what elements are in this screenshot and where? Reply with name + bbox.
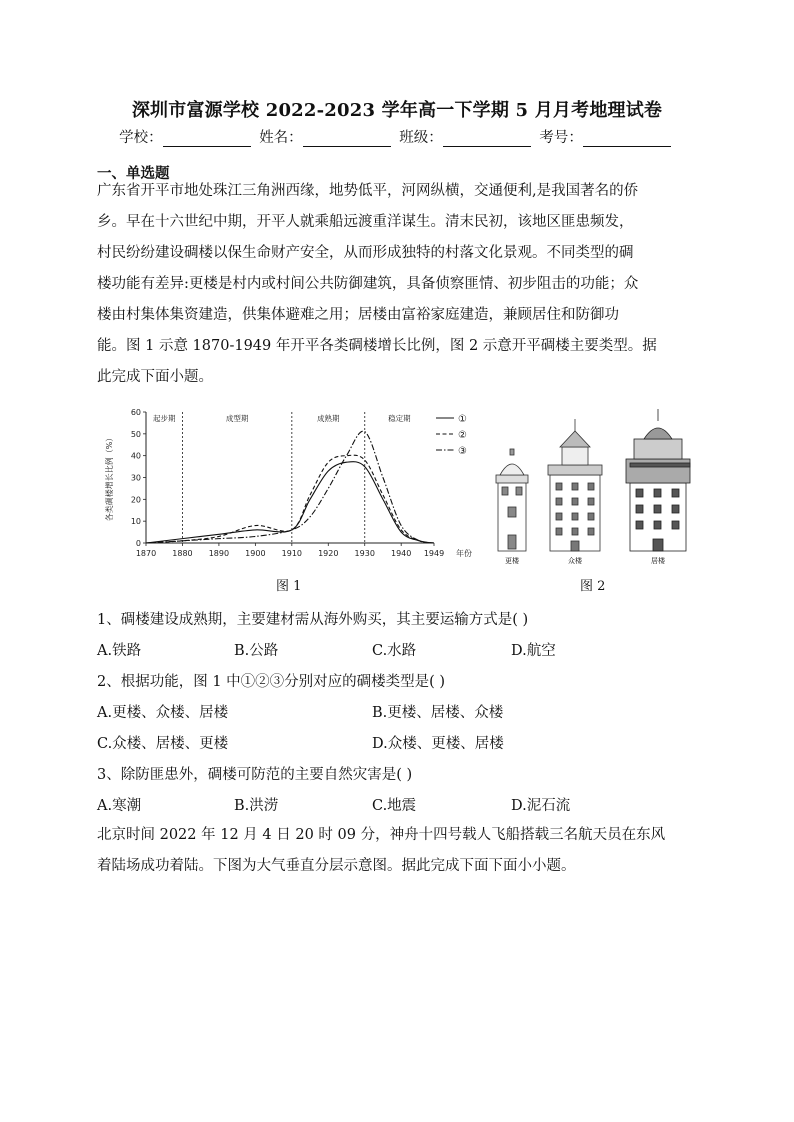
y-axis-label: 各类碉楼增长比例（%） [105, 433, 114, 522]
figure-1-caption: 图 1 [276, 579, 302, 594]
name-label: 姓名： [259, 130, 303, 146]
geng-lou-tower [496, 449, 528, 551]
figure-2-caption: 图 2 [580, 579, 606, 594]
x-axis-label: 年份 [456, 549, 472, 558]
question-2: 2、根据功能，图 1 中①②③分别对应的碉楼类型是( ) [97, 674, 446, 690]
x-tick-label: 1949 [423, 549, 445, 558]
period-label: 稳定期 [388, 414, 411, 423]
period-label: 成熟期 [317, 414, 340, 423]
question-3: 3、除防匪患外，碉楼可防范的主要自然灾害是( ) [97, 767, 413, 783]
x-tick-label: 1920 [318, 549, 339, 558]
intro-line: 能。图 1 示意 1870-1949 年开平各类碉楼增长比例，图 2 示意开平碉楼主要类型。据 [97, 338, 657, 354]
q2-option-a[interactable]: A.更楼、众楼、居楼 [97, 705, 229, 721]
number-label: 考号： [539, 130, 583, 146]
y-tick-label: 30 [130, 473, 141, 483]
y-tick-label: 50 [130, 429, 141, 439]
x-tick-label: 1910 [281, 549, 303, 558]
q2-option-d[interactable]: D.众楼、更楼、居楼 [372, 736, 504, 752]
x-tick-label: 1900 [245, 549, 266, 558]
intro-line: 广东省开平市地处珠江三角洲西缘，地势低平，河网纵横，交通便利,是我国著名的侨 [97, 183, 639, 199]
q1-option-b[interactable]: B.公路 [234, 643, 279, 659]
zhong-lou-tower [548, 419, 602, 551]
q3-option-a[interactable]: A.寒潮 [97, 798, 142, 814]
zhong-lou-label: 众楼 [568, 557, 582, 565]
y-tick-label: 60 [130, 408, 141, 417]
intro-line: 楼由村集体集资建造，供集体避难之用；居楼由富裕家庭建造，兼顾居住和防御功 [97, 307, 619, 323]
question-1: 1、碉楼建设成熟期，主要建材需从海外购买，其主要运输方式是( ) [97, 612, 529, 628]
period-label: 起步期 [152, 414, 176, 423]
intro2-line: 北京时间 2022 年 12 月 4 日 20 时 09 分，神舟十四号载人飞船搭载三名航天员在东风 [97, 827, 666, 843]
intro-line: 楼功能有差异:更楼是村内或村间公共防御建筑，具备侦察匪情、初步阻击的功能；众 [97, 276, 639, 292]
student-info-line [0, 126, 794, 147]
exam-title: 深圳市富源学校 2022-2023 学年高一下学期 5 月月考地理试卷 [131, 100, 663, 121]
geng-lou-label: 更楼 [505, 557, 519, 565]
y-tick-label: 20 [130, 495, 141, 505]
q2-option-c[interactable]: C.众楼、居楼、更楼 [97, 736, 229, 752]
q3-option-c[interactable]: C.地震 [372, 798, 417, 814]
intro-paragraph-2 [97, 820, 697, 882]
intro-paragraph-1 [97, 176, 697, 393]
legend-label-1: ① [458, 414, 467, 425]
section-heading: 一、单选题 [97, 165, 170, 182]
q1-option-c[interactable]: C.水路 [372, 643, 417, 659]
y-tick-label: 40 [130, 451, 141, 461]
legend-label-2: ② [458, 430, 467, 441]
ju-lou-label: 居楼 [651, 557, 665, 565]
school-label: 学校： [119, 130, 163, 146]
legend-label-3: ③ [458, 446, 467, 457]
q2-option-b[interactable]: B.更楼、居楼、众楼 [372, 705, 504, 721]
x-tick-label: 1880 [172, 549, 193, 558]
intro-line: 乡。早在十六世纪中期，开平人就乘船远渡重洋谋生。清末民初，该地区匪患频发， [97, 214, 634, 230]
x-tick-label: 1890 [208, 549, 230, 558]
q3-option-b[interactable]: B.洪涝 [234, 798, 279, 814]
intro2-line: 着陆场成功着陆。下图为大气垂直分层示意图。据此完成下面下面小小题。 [97, 858, 576, 874]
q3-option-d[interactable]: D.泥石流 [511, 798, 571, 814]
class-blank[interactable] [443, 132, 531, 147]
x-tick-label: 1870 [135, 549, 157, 558]
name-blank[interactable] [303, 132, 391, 147]
figure-1-chart [100, 403, 472, 568]
class-label: 班级： [399, 130, 443, 146]
number-blank[interactable] [583, 132, 671, 147]
intro-line: 村民纷纷建设碉楼以保生命财产安全，从而形成独特的村落文化景观。不同类型的碉 [97, 245, 634, 261]
figure-2-towers [488, 403, 700, 568]
intro-line: 此完成下面小题。 [97, 369, 213, 385]
ju-lou-tower [626, 409, 690, 551]
q1-option-a[interactable]: A.铁路 [97, 643, 142, 659]
school-blank[interactable] [163, 132, 251, 147]
x-tick-label: 1940 [391, 549, 412, 558]
period-label: 成型期 [225, 414, 249, 423]
series-line-3 [146, 431, 434, 543]
q1-option-d[interactable]: D.航空 [511, 643, 556, 659]
y-tick-label: 0 [135, 539, 141, 548]
x-tick-label: 1930 [354, 549, 375, 558]
y-tick-label: 10 [130, 517, 141, 527]
